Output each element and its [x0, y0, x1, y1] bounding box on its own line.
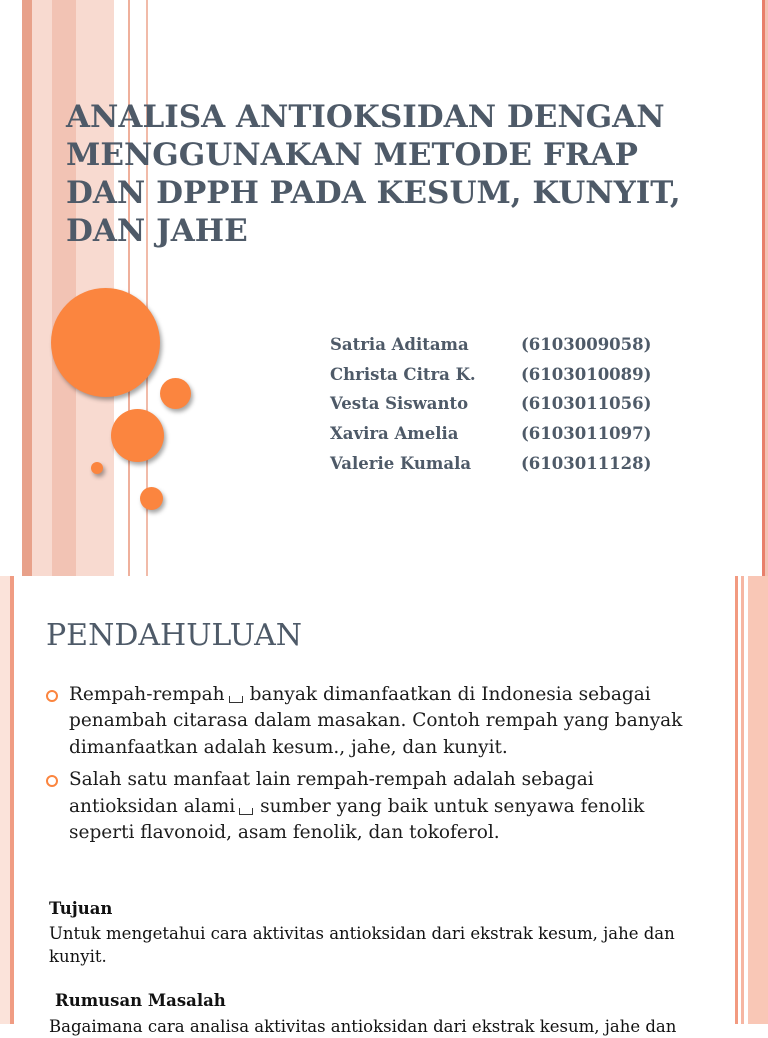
content-slide	[0, 576, 768, 1036]
rumusan-heading: Rumusan Masalah	[55, 991, 226, 1010]
bullet-list	[46, 682, 686, 852]
bullet-item	[46, 682, 686, 761]
decorative-circle	[51, 288, 160, 397]
author-name: Vesta Siswanto	[330, 394, 469, 414]
decorative-band	[0, 576, 10, 1024]
missing-glyph-icon	[239, 808, 253, 815]
author-row	[330, 330, 651, 360]
decorative-circle	[111, 409, 164, 462]
decorative-band	[748, 576, 768, 1024]
tujuan-heading: Tujuan	[49, 899, 113, 918]
decorative-circle	[160, 378, 191, 409]
slide-frame-left	[0, 0, 10, 576]
author-id: (6103011128)	[521, 453, 652, 473]
bullet-circle-icon	[46, 690, 58, 702]
author-id: (6103011097)	[521, 424, 652, 444]
rumusan-text: Bagaimana cara analisa aktivitas antioksidan dari ekstrak kesum, jahe dan	[49, 1017, 677, 1036]
author-id: (6103011056)	[521, 394, 652, 414]
author-name: Christa Citra K.	[330, 364, 476, 384]
decorative-band	[52, 0, 76, 576]
decorative-circle	[140, 487, 163, 510]
author-row	[330, 448, 651, 478]
bullet-circle-icon	[46, 775, 58, 787]
author-name: Xavira Amelia	[330, 424, 459, 444]
author-id: (6103010089)	[521, 364, 652, 384]
decorative-circle	[91, 462, 103, 474]
tujuan-text: Untuk mengetahui cara aktivitas antioksidan dari ekstrak kesum, jahe dan kunyit.	[49, 924, 675, 966]
missing-glyph-icon	[229, 696, 243, 703]
decorative-line	[128, 0, 130, 576]
bullet-text-start: Salah satu manfaat lain rempah-rempah adalah sebagai antioksidan alami	[69, 769, 594, 817]
bullet-text-end: sumber yang baik untuk senyawa fenolik seperti flavonoid, asam fenolik, dan tokoferol.	[69, 795, 645, 844]
section-heading: PENDAHULUAN	[46, 618, 303, 653]
slide-title: ANALISA ANTIOKSIDAN DENGAN MENGGUNAKAN METODE FRAP DAN DPPH PADA KESUM, KUNYIT, DAN JAHE	[66, 99, 681, 249]
bullet-item	[46, 767, 686, 846]
decorative-band	[22, 0, 32, 576]
author-row	[330, 389, 651, 419]
bullet-text-start: Rempah-rempah	[69, 684, 225, 705]
author-row	[330, 419, 651, 449]
decorative-line	[10, 576, 14, 1024]
author-name: Satria Aditama	[330, 335, 469, 355]
decorative-line	[741, 576, 744, 1024]
author-id: (6103009058)	[521, 335, 652, 355]
bullet-text-end: banyak dimanfaatkan di Indonesia sebagai penambah citarasa dalam masakan. Contoh rempah yang banyak dimanfaatkan adalah kesum., jahe, dan kunyit.	[69, 684, 683, 758]
author-row	[330, 360, 651, 390]
author-name: Valerie Kumala	[330, 453, 472, 473]
decorative-line	[735, 576, 738, 1024]
author-list	[330, 330, 651, 478]
